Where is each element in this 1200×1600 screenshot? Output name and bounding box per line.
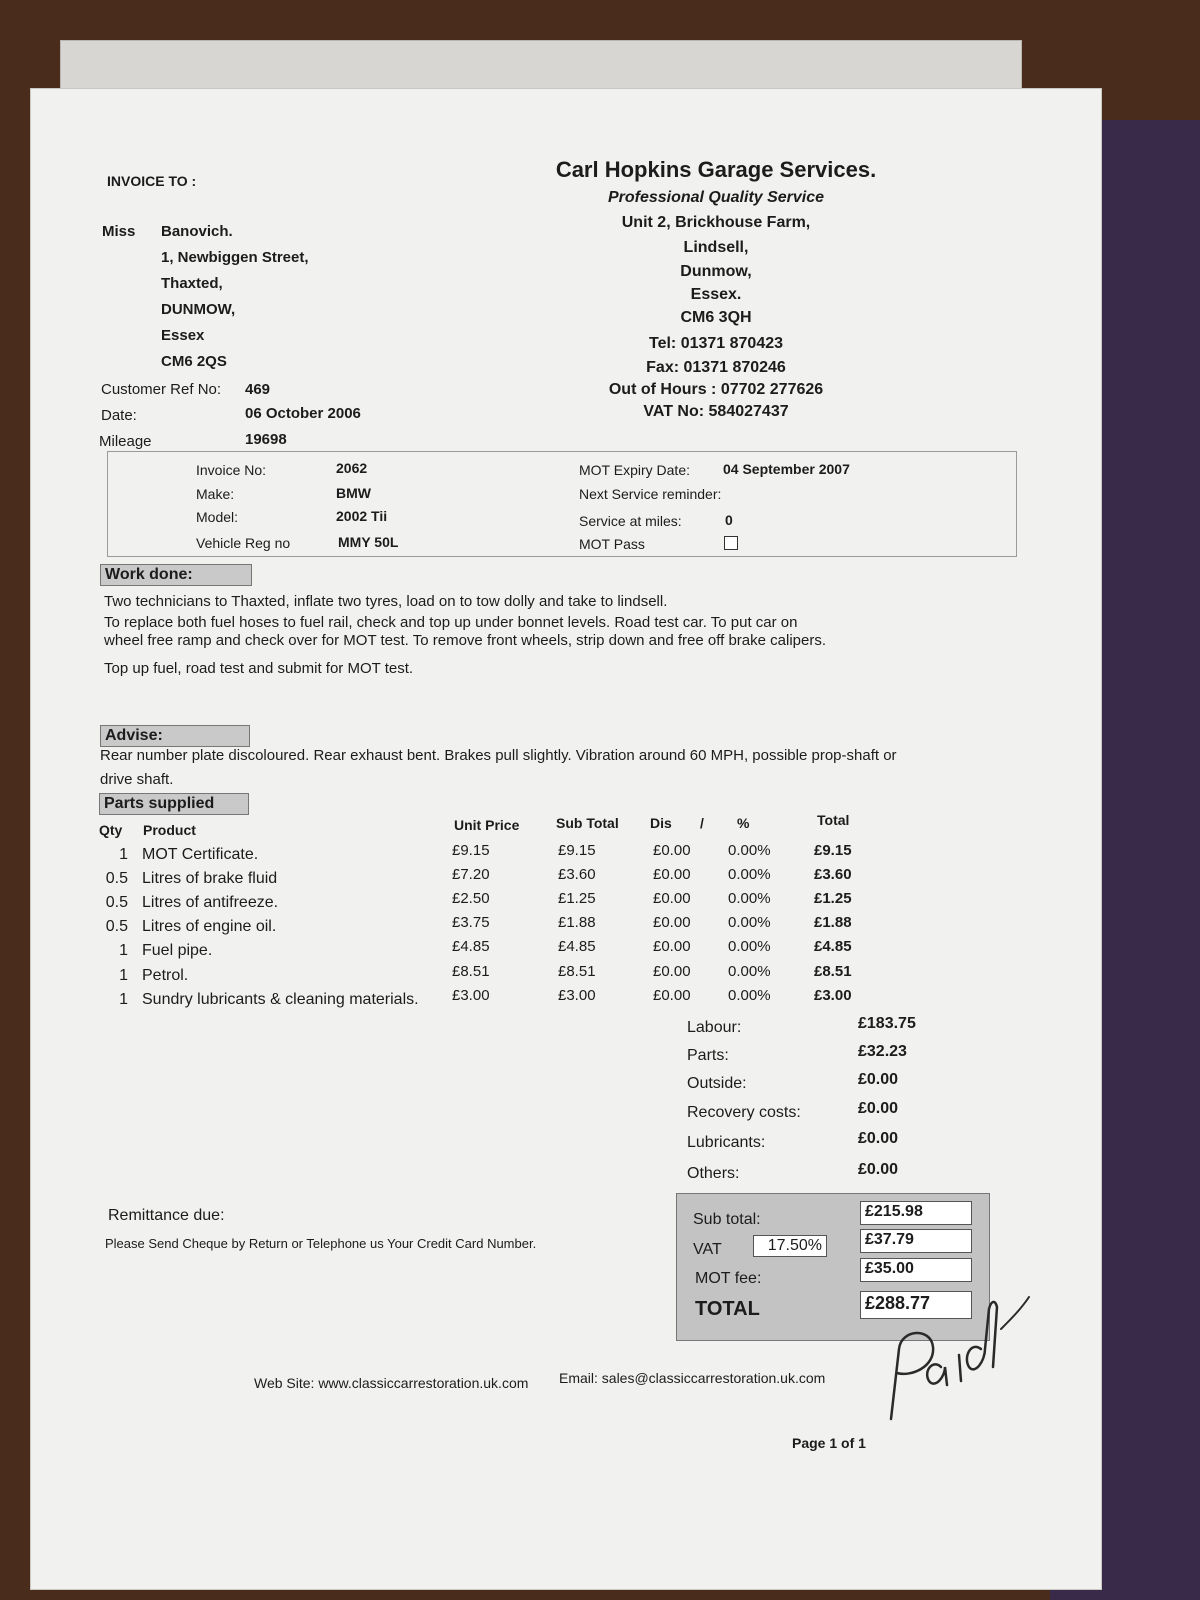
service-miles-label: Service at miles: — [579, 513, 682, 529]
total-value: £288.77 — [860, 1291, 972, 1319]
mileage-value: 19698 — [245, 431, 287, 448]
unit-price-cell: £9.15 — [452, 842, 490, 859]
sub-total-value: £215.98 — [860, 1201, 972, 1225]
percent-cell: 0.00% — [728, 842, 771, 859]
customer-address-line: Thaxted, — [161, 275, 223, 292]
product-cell: Fuel pipe. — [142, 942, 213, 959]
invoice-no-label: Invoice No: — [196, 462, 267, 478]
qty-cell: 1 — [119, 967, 128, 984]
discount-cell: £0.00 — [653, 938, 691, 955]
qty-cell: 1 — [119, 991, 128, 1008]
sub-total-cell: £3.60 — [558, 866, 596, 883]
discount-cell: £0.00 — [653, 987, 691, 1004]
supplier-address-line: Essex. — [690, 286, 742, 303]
summary-label: Parts: — [687, 1047, 729, 1064]
date-label: Date: — [101, 407, 137, 424]
unit-price-cell: £8.51 — [452, 963, 490, 980]
customer-ref-value: 469 — [245, 381, 271, 398]
supplier-name: Carl Hopkins Garage Services. — [555, 157, 877, 182]
unit-price-cell: £3.75 — [452, 914, 490, 931]
summary-label: Labour: — [687, 1019, 742, 1036]
sub-total-cell: £8.51 — [558, 963, 596, 980]
supplier-address-line: CM6 3QH — [680, 309, 752, 326]
total-cell: £4.85 — [814, 938, 852, 955]
supplier-address-line: Unit 2, Brickhouse Farm, — [621, 214, 811, 231]
page-number: Page 1 of 1 — [792, 1435, 866, 1451]
advise-line: Rear number plate discoloured. Rear exhaust bent. Brakes pull slightly. Vibration around 60 MPH, possible prop-shaft or — [100, 747, 897, 764]
supplier-tel: Tel: 01371 870423 — [648, 335, 784, 352]
qty-cell: 0.5 — [105, 918, 128, 935]
product-cell: MOT Certificate. — [142, 846, 259, 863]
percent-cell: 0.00% — [728, 914, 771, 931]
discount-cell: £0.00 — [653, 866, 691, 883]
mot-fee-label: MOT fee: — [695, 1270, 762, 1287]
sub-total-cell: £3.00 — [558, 987, 596, 1004]
supplier-address-line: Dunmow, — [680, 263, 752, 280]
total-cell: £1.25 — [814, 890, 852, 907]
advise-heading: Advise: — [100, 725, 250, 747]
qty-cell: 0.5 — [105, 870, 128, 887]
supplier-out-of-hours: Out of Hours : 07702 277626 — [608, 381, 824, 398]
total-cell: £3.60 — [814, 866, 852, 883]
vehicle-reg-value: MMY 50L — [338, 534, 399, 550]
col-total-header: Total — [817, 812, 850, 828]
total-cell: £3.00 — [814, 987, 852, 1004]
summary-value: £0.00 — [858, 1161, 899, 1178]
customer-ref-label: Customer Ref No: — [101, 381, 222, 398]
service-miles-value: 0 — [725, 512, 733, 528]
col-sub-total-header: Sub Total — [556, 815, 619, 831]
total-cell: £9.15 — [814, 842, 852, 859]
summary-label: Others: — [687, 1165, 740, 1182]
footer-email: Email: sales@classiccarrestoration.uk.com — [559, 1370, 826, 1386]
vehicle-reg-label: Vehicle Reg no — [196, 535, 291, 551]
mot-expiry-label: MOT Expiry Date: — [579, 462, 690, 478]
unit-price-cell: £7.20 — [452, 866, 490, 883]
unit-price-cell: £2.50 — [452, 890, 490, 907]
sub-total-cell: £1.25 — [558, 890, 596, 907]
supplier-tagline: Professional Quality Service — [607, 189, 825, 206]
col-product-header: Product — [143, 822, 196, 838]
sub-total-cell: £4.85 — [558, 938, 596, 955]
work-done-line: wheel free ramp and check over for MOT test. To remove front wheels, strip down and free off brake calipers. — [104, 632, 827, 649]
sub-total-cell: £9.15 — [558, 842, 596, 859]
supplier-address-line: Lindsell, — [683, 239, 749, 256]
supplier-vat-no: VAT No: 584027437 — [643, 403, 789, 420]
model-value: 2002 Tii — [336, 508, 388, 524]
remittance-note: Please Send Cheque by Return or Telephone us Your Credit Card Number. — [105, 1236, 537, 1251]
product-cell: Litres of engine oil. — [142, 918, 277, 935]
summary-label: Recovery costs: — [687, 1104, 801, 1121]
work-done-heading: Work done: — [100, 564, 252, 586]
customer-address-line: DUNMOW, — [161, 301, 236, 318]
summary-value: £183.75 — [858, 1015, 916, 1032]
percent-cell: 0.00% — [728, 938, 771, 955]
work-done-line: Top up fuel, road test and submit for MOT test. — [104, 660, 414, 677]
qty-cell: 1 — [119, 942, 128, 959]
summary-value: £0.00 — [858, 1071, 899, 1088]
total-label: TOTAL — [695, 1298, 760, 1320]
product-cell: Litres of antifreeze. — [142, 894, 279, 911]
discount-cell: £0.00 — [653, 842, 691, 859]
next-service-label: Next Service reminder: — [579, 486, 722, 502]
total-cell: £1.88 — [814, 914, 852, 931]
col-percent-header: % — [737, 815, 750, 831]
product-cell: Petrol. — [142, 967, 189, 984]
total-cell: £8.51 — [814, 963, 852, 980]
discount-cell: £0.00 — [653, 963, 691, 980]
invoice-to-label: INVOICE TO : — [107, 173, 197, 189]
date-value: 06 October 2006 — [245, 405, 361, 422]
customer-address-line: Essex — [161, 327, 205, 344]
percent-cell: 0.00% — [728, 866, 771, 883]
customer-title: Miss — [102, 223, 136, 240]
percent-cell: 0.00% — [728, 987, 771, 1004]
percent-cell: 0.00% — [728, 963, 771, 980]
make-label: Make: — [196, 486, 235, 502]
sub-total-cell: £1.88 — [558, 914, 596, 931]
summary-value: £0.00 — [858, 1130, 899, 1147]
discount-cell: £0.00 — [653, 890, 691, 907]
product-cell: Sundry lubricants & cleaning materials. — [142, 991, 419, 1008]
advise-line: drive shaft. — [100, 771, 174, 788]
qty-cell: 1 — [119, 846, 128, 863]
footer-website: Web Site: www.classiccarrestoration.uk.com — [254, 1375, 529, 1391]
mot-expiry-value: 04 September 2007 — [723, 461, 850, 477]
discount-cell: £0.00 — [653, 914, 691, 931]
mot-fee-value: £35.00 — [860, 1258, 972, 1282]
summary-label: Lubricants: — [687, 1134, 766, 1151]
sub-total-label: Sub total: — [693, 1211, 761, 1228]
vat-rate-value: 17.50% — [753, 1235, 827, 1257]
unit-price-cell: £3.00 — [452, 987, 490, 1004]
qty-cell: 0.5 — [105, 894, 128, 911]
mot-pass-label: MOT Pass — [579, 536, 645, 552]
parts-supplied-heading: Parts supplied — [99, 793, 249, 815]
col-qty-header: Qty — [99, 822, 123, 838]
handwritten-paid-mark — [871, 1289, 1051, 1439]
product-cell: Litres of brake fluid — [142, 870, 278, 887]
invoice-page — [30, 88, 1102, 1590]
customer-address-line: CM6 2QS — [161, 353, 227, 370]
col-unit-price-header: Unit Price — [454, 817, 520, 833]
work-done-line: Two technicians to Thaxted, inflate two tyres, load on to tow dolly and take to lindsell. — [104, 593, 668, 610]
col-slash-header: / — [700, 815, 704, 831]
remittance-heading: Remittance due: — [108, 1207, 225, 1224]
vat-value: £37.79 — [860, 1229, 972, 1253]
mileage-label: Mileage — [99, 433, 152, 450]
summary-value: £32.23 — [858, 1043, 907, 1060]
customer-address-line: 1, Newbiggen Street, — [161, 249, 309, 266]
mot-pass-checkbox[interactable] — [724, 536, 738, 550]
customer-name: Banovich. — [161, 223, 233, 240]
work-done-line: To replace both fuel hoses to fuel rail, check and top up under bonnet levels. Road test car. To put car on — [104, 614, 798, 631]
col-dis-header: Dis — [650, 815, 672, 831]
make-value: BMW — [336, 485, 371, 501]
invoice-no-value: 2062 — [336, 460, 368, 476]
unit-price-cell: £4.85 — [452, 938, 490, 955]
percent-cell: 0.00% — [728, 890, 771, 907]
model-label: Model: — [196, 509, 239, 525]
supplier-fax: Fax: 01371 870246 — [646, 359, 786, 376]
vat-label: VAT — [693, 1241, 722, 1258]
summary-value: £0.00 — [858, 1100, 899, 1117]
summary-label: Outside: — [687, 1075, 747, 1092]
